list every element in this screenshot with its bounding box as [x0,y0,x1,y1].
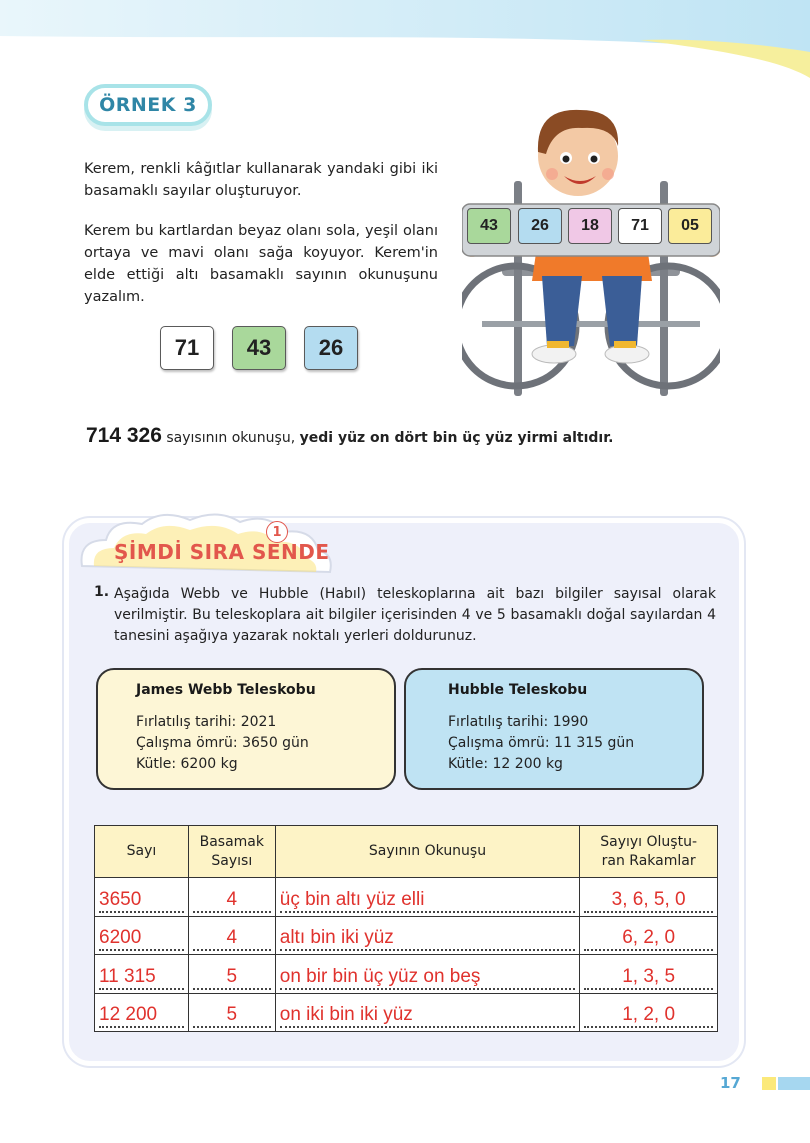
cell-figures[interactable]: 3, 6, 5, 0 [580,878,718,917]
question-number: 1. [94,584,110,600]
webb-life: Çalışma ömrü: 3650 gün [136,735,309,751]
result-reading: yedi yüz on dört bin üç yüz yirmi altıdır. [299,430,614,446]
page-number: 17 [720,1074,741,1092]
header-figures [580,826,718,878]
header-figures-line2: ran Rakamlar [601,852,696,869]
webb-launch: Fırlatılış tarihi: 2021 [136,714,277,730]
hubble-launch: Fırlatılış tarihi: 1990 [448,714,589,730]
number-card-green: 43 [232,326,286,370]
answer-table [94,825,718,1032]
cell-figures[interactable]: 6, 2, 0 [580,916,718,955]
webb-title: James Webb Teleskobu [136,682,316,698]
exercise-title: ŞİMDİ SIRA SENDE [114,540,330,564]
table-row [95,993,718,1032]
number-card-blue: 26 [304,326,358,370]
header-digit-count [188,826,275,878]
held-card-green: 43 [467,208,511,244]
hubble-mass: Kütle: 12 200 kg [448,756,563,772]
header-number: Sayı [95,826,189,878]
header-digit-count-line2: Sayısı [211,852,253,869]
header-figures-line1: Sayıyı Oluştu- [600,833,698,850]
exercise-circle-number: 1 [266,521,288,543]
held-card-pink: 18 [568,208,612,244]
header-reading: Sayının Okunuşu [275,826,580,878]
example-paragraph-2: Kerem bu kartlardan beyaz olanı sola, yeşil olanı ortaya ve mavi olanı sağa koyuyor. Kerem'in elde ettiği altı basamaklı sayının okunuşunu yazalım. [84,223,438,305]
table-row [95,955,718,994]
page-number-bar-blue [778,1077,810,1090]
cell-digits[interactable]: 5 [188,993,275,1032]
cell-digits[interactable]: 4 [188,916,275,955]
cell-reading[interactable]: altı bin iki yüz [275,916,580,955]
cell-reading[interactable]: on iki bin iki yüz [275,993,580,1032]
webb-info-box [96,668,396,790]
held-card-blue: 26 [518,208,562,244]
cell-reading[interactable]: üç bin altı yüz elli [275,878,580,917]
cell-digits[interactable]: 5 [188,955,275,994]
example-paragraph-1: Kerem, renkli kâğıtlar kullanarak yandaki gibi iki basamaklı sayılar oluşturuyor. [84,161,438,199]
question-text: Aşağıda Webb ve Hubble (Habıl) teleskoplarına ait bazı bilgiler sayısal olarak verilmiştir. Bu teleskoplara ait bilgiler içerisinden 4 ve 5 basamaklı doğal sayılardan 4 tanesini aşağıya yazarak noktalı yerleri doldurunuz. [114,586,716,644]
held-card-white: 71 [618,208,662,244]
cell-number[interactable]: 11 315 [95,955,189,994]
table-row [95,916,718,955]
hubble-life: Çalışma ömrü: 11 315 gün [448,735,635,751]
hubble-info-box [404,668,704,790]
page-number-bar-yellow [762,1077,776,1090]
cell-digits[interactable]: 4 [188,878,275,917]
cell-number[interactable]: 12 200 [95,993,189,1032]
webb-mass: Kütle: 6200 kg [136,756,238,772]
result-number: 714 326 [86,424,162,447]
cell-number[interactable]: 6200 [95,916,189,955]
example-result [86,424,613,448]
boy-wheelchair-illustration [462,96,720,408]
result-mid-text: sayısının okunuşu, [161,430,300,446]
cell-figures[interactable]: 1, 2, 0 [580,993,718,1032]
header-digit-count-line1: Basamak [199,833,264,850]
cell-reading[interactable]: on bir bin üç yüz on beş [275,955,580,994]
example-badge-label: ÖRNEK 3 [99,94,197,116]
example-badge [84,84,212,126]
number-card-white: 71 [160,326,214,370]
held-card-yellow: 05 [668,208,712,244]
table-header-row [95,826,718,878]
cell-figures[interactable]: 1, 3, 5 [580,955,718,994]
cell-number[interactable]: 3650 [95,878,189,917]
hubble-title: Hubble Teleskobu [448,682,588,698]
table-row [95,878,718,917]
top-decorative-band [0,0,810,90]
